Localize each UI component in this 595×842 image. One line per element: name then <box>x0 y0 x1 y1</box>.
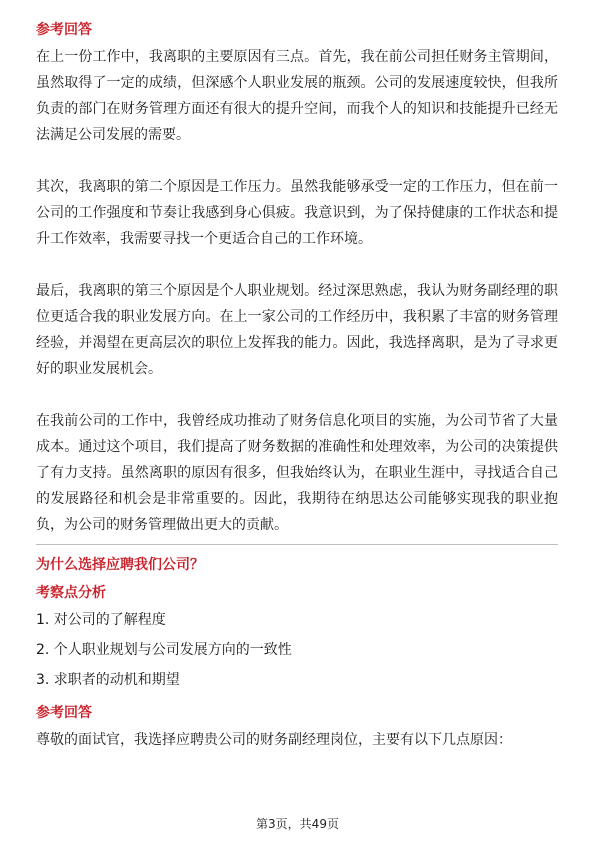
answer-intro: 尊敬的面试官，我选择应聘贵公司的财务副经理岗位，主要有以下几点原因： <box>36 732 512 748</box>
document-page <box>36 20 558 753</box>
answer-paragraph-4: 在我前公司的工作中，我曾经成功推动了财务信息化项目的实施，为公司节省了大量成本。通过这个项目，我们提高了财务数据的准确性和处理效率，为公司的决策提供了有力支持。虽然离职的原因有很多，但我始终认为，在职业生涯中，寻找适合自己的发展路径和机会是非常重要的。因此，我期待在纳思达公司能够实现我的职业抱负，为公司的财务管理做出更大的贡献。 <box>36 413 558 533</box>
analysis-item-3: 3. 求职者的动机和期望 <box>36 672 180 688</box>
section-divider <box>36 544 558 545</box>
answer-paragraph-2: 其次，我离职的第二个原因是工作压力。虽然我能够承受一定的工作压力，但在前一公司的工作强度和节奏让我感到身心俱疲。我意识到，为了保持健康的工作状态和提升工作效率，我需要寻找一个更适合自己的工作环境。 <box>36 179 558 247</box>
answer-paragraph-3: 最后，我离职的第三个原因是个人职业规划。经过深思熟虑，我认为财务副经理的职位更适合我的职业发展方向。在上一家公司的工作经历中，我积累了丰富的财务管理经验，并渴望在更高层次的职位上发挥我的能力。因此，我选择离职，是为了寻求更好的职业发展机会。 <box>36 283 558 377</box>
question-title: 为什么选择应聘我们公司？ <box>36 557 204 573</box>
analysis-item-1: 1. 对公司的了解程度 <box>36 612 166 628</box>
analysis-item-2: 2. 个人职业规划与公司发展方向的一致性 <box>36 642 292 658</box>
reference-answer-heading: 参考回答 <box>36 22 92 38</box>
page-number: 第3页，共49页 <box>256 817 339 831</box>
analysis-heading: 考察点分析 <box>36 585 106 601</box>
answer-paragraph-1: 在上一份工作中，我离职的主要原因有三点。首先，我在前公司担任财务主管期间，虽然取得了一定的成绩，但深感个人职业发展的瓶颈。公司的发展速度较快，但我所负责的部门在财务管理方面还有很大的提升空间，而我个人的知识和技能提升已经无法满足公司发展的需要。 <box>36 49 558 143</box>
reference-answer-heading-2: 参考回答 <box>36 705 92 721</box>
